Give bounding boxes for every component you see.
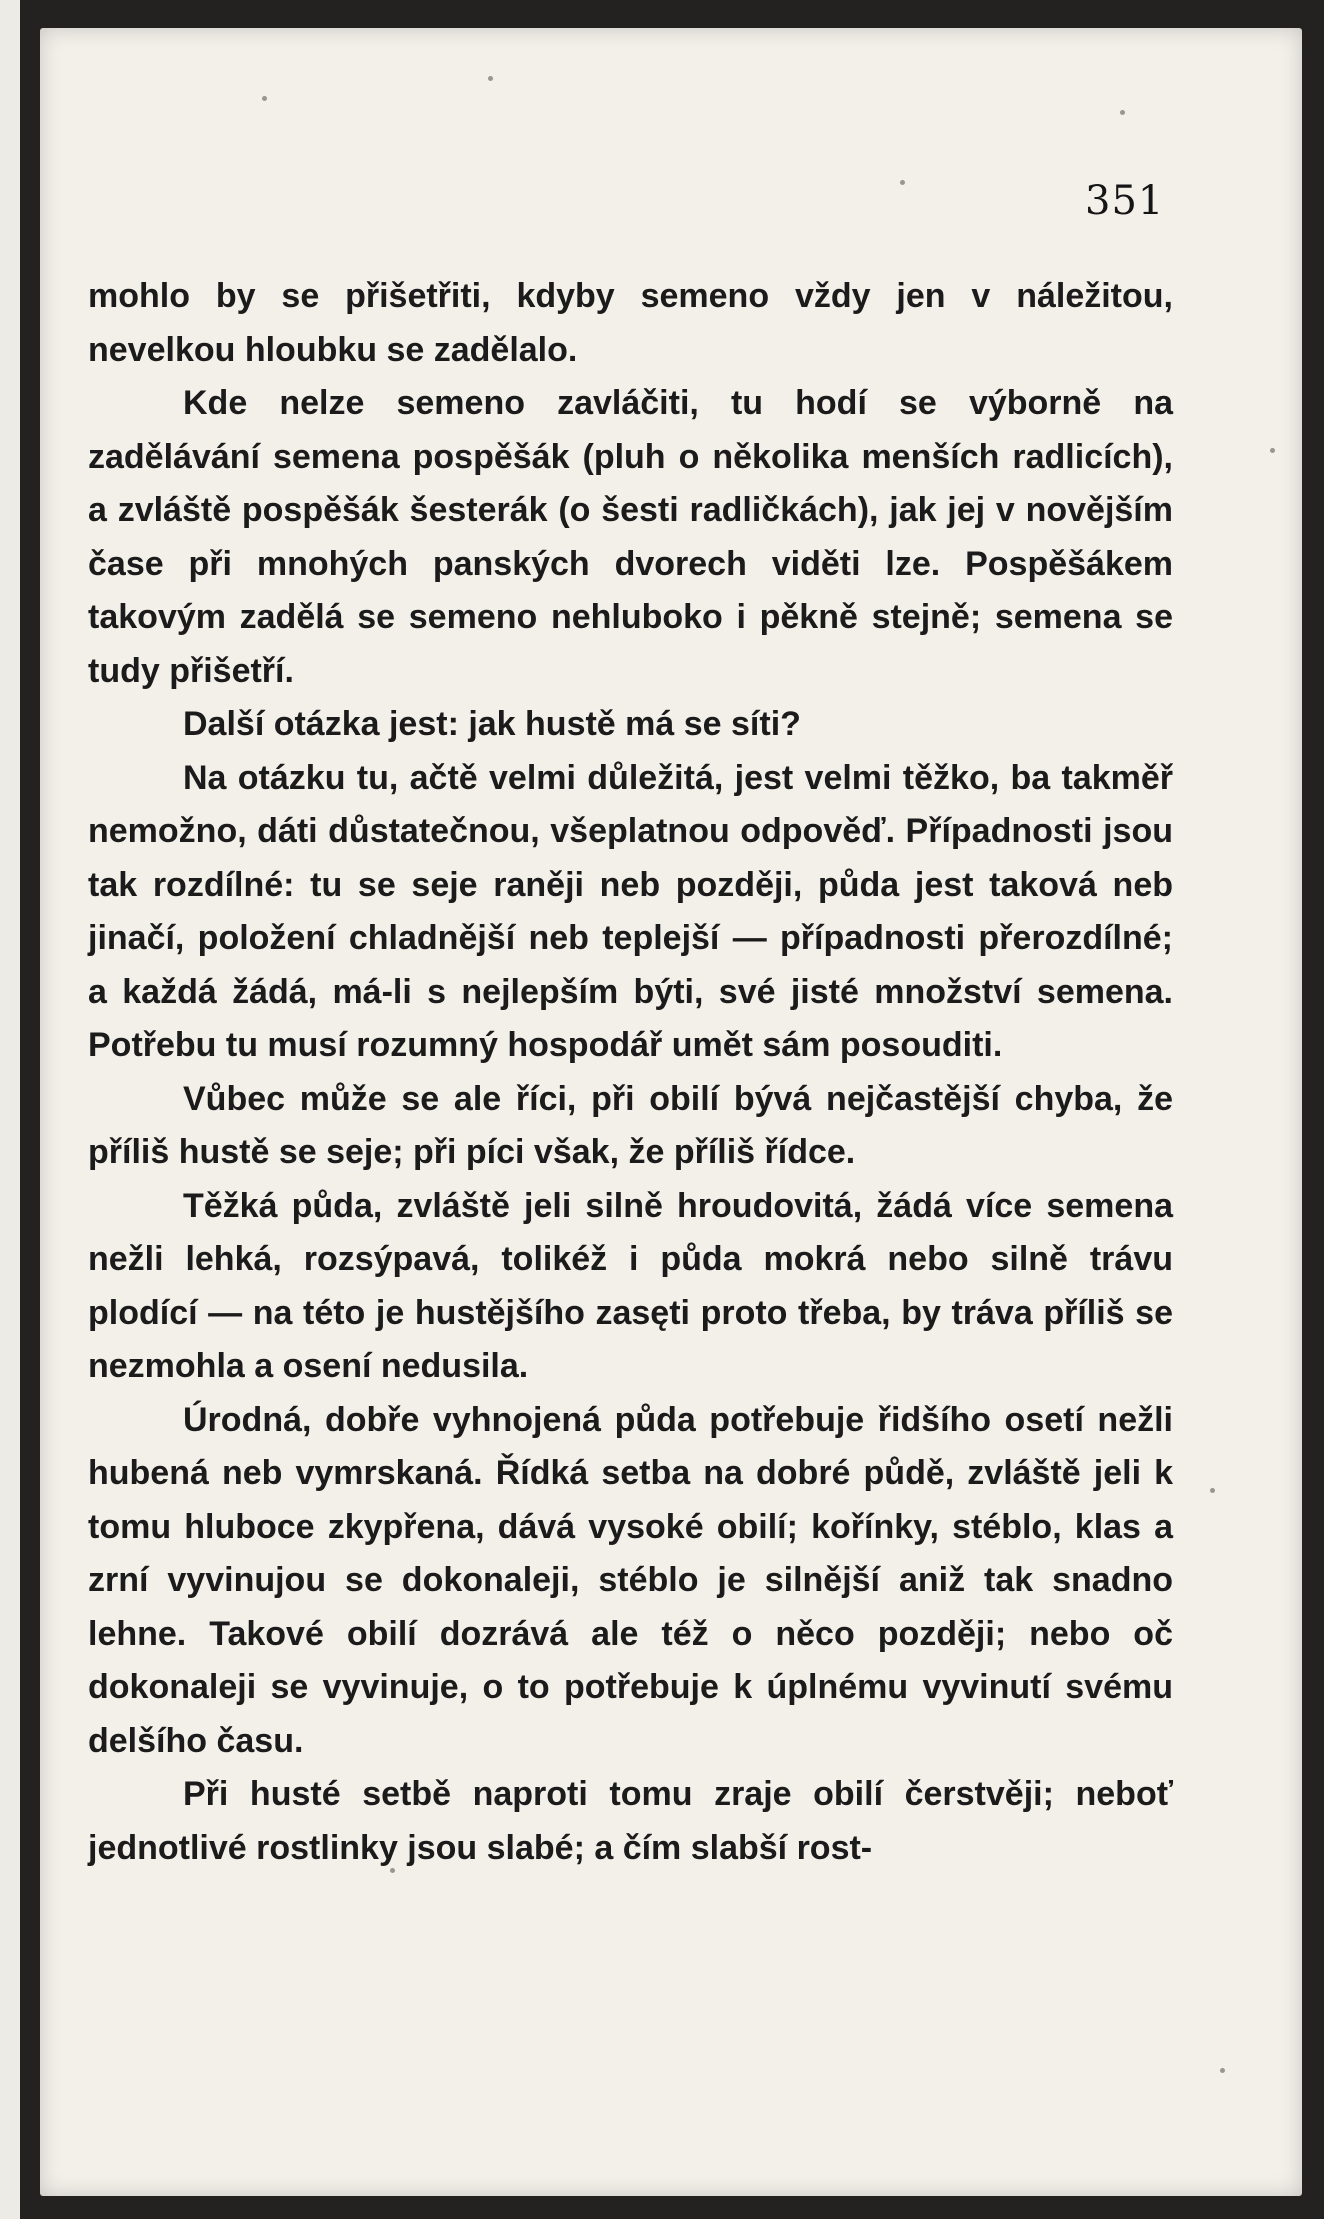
book-spine-edge (0, 0, 20, 2219)
paper-speck (1120, 110, 1125, 115)
body-text (88, 270, 1173, 1875)
paper-speck (1270, 448, 1275, 453)
paragraph: Těžká půda, zvláště jeli silně hroudovitá, žádá více semena nežli lehká, rozsýpavá, tolikéž i půda mokrá nebo silně trávu plodící — na této je hustějšího zasęti proto třeba, by tráva příliš se nezmohla a osení nedusila. (88, 1186, 1173, 1385)
paragraph: Na otázku tu, ačtě velmi důležitá, jest velmi těžko, ba takměř nemožno, dáti důstatečnou, všeplatnou odpověď. Případnosti jsou tak rozdílné: tu se seje raněji neb později, půda jest taková neb jinačí, položení chladnější neb teplejší — případnosti přerozdílné; a každá žádá, má-li s nejlepším býti, své jisté množství semena. Potřebu tu musí rozumný hospodář umět sám posouditi. (88, 758, 1173, 1064)
paragraph: Vůbec může se ale říci, při obilí bývá nejčastější chyba, že příliš hustě se seje; při píci však, že příliš řídce. (88, 1079, 1173, 1171)
paper-speck (488, 76, 493, 81)
paper-speck (262, 96, 267, 101)
paragraph: Při husté setbě naproti tomu zraje obilí čerstvěji; neboť jednotlivé rostlinky jsou slabé; a čím slabší rost- (88, 1775, 1173, 1867)
paper-speck (1220, 2068, 1225, 2073)
paragraph: Kde nelze semeno zavláčiti, tu hodí se výborně na zadělávání semena pospěšák (pluh o několika menších radlicích), a zvláště pospěšák šesterák (o šesti radličkách), jak jej v novějším čase při mnohých panských dvorech viděti lze. Pospěšákem takovým zadělá se semeno nehluboko i pěkně stejně; semena se tudy přišetří. (88, 384, 1173, 690)
paper-speck (900, 180, 905, 185)
paragraph: mohlo by se přišetřiti, kdyby semeno vždy jen v náležitou, nevelkou hloubku se zadělalo. (88, 277, 1173, 369)
paper-speck (1210, 1488, 1215, 1493)
page-number: 351 (1085, 178, 1165, 224)
paragraph: Další otázka jest: jak hustě má se síti? (183, 705, 801, 743)
paragraph: Úrodná, dobře vyhnojená půda potřebuje řidšího osetí nežli hubená neb vymrskaná. Řídká setba na dobré půdě, zvláště jeli k tomu hluboce zkypřena, dává vysoké obilí; kořínky, stéblo, klas a zrní vyvinujou se dokonaleji, stéblo je silnější aniž tak snadno lehne. Takové obilí dozrává ale též o něco později; nebo oč dokonaleji se vyvinuje, o to potřebuje k úplnému vyvinutí svému delšího času. (88, 1400, 1173, 1760)
